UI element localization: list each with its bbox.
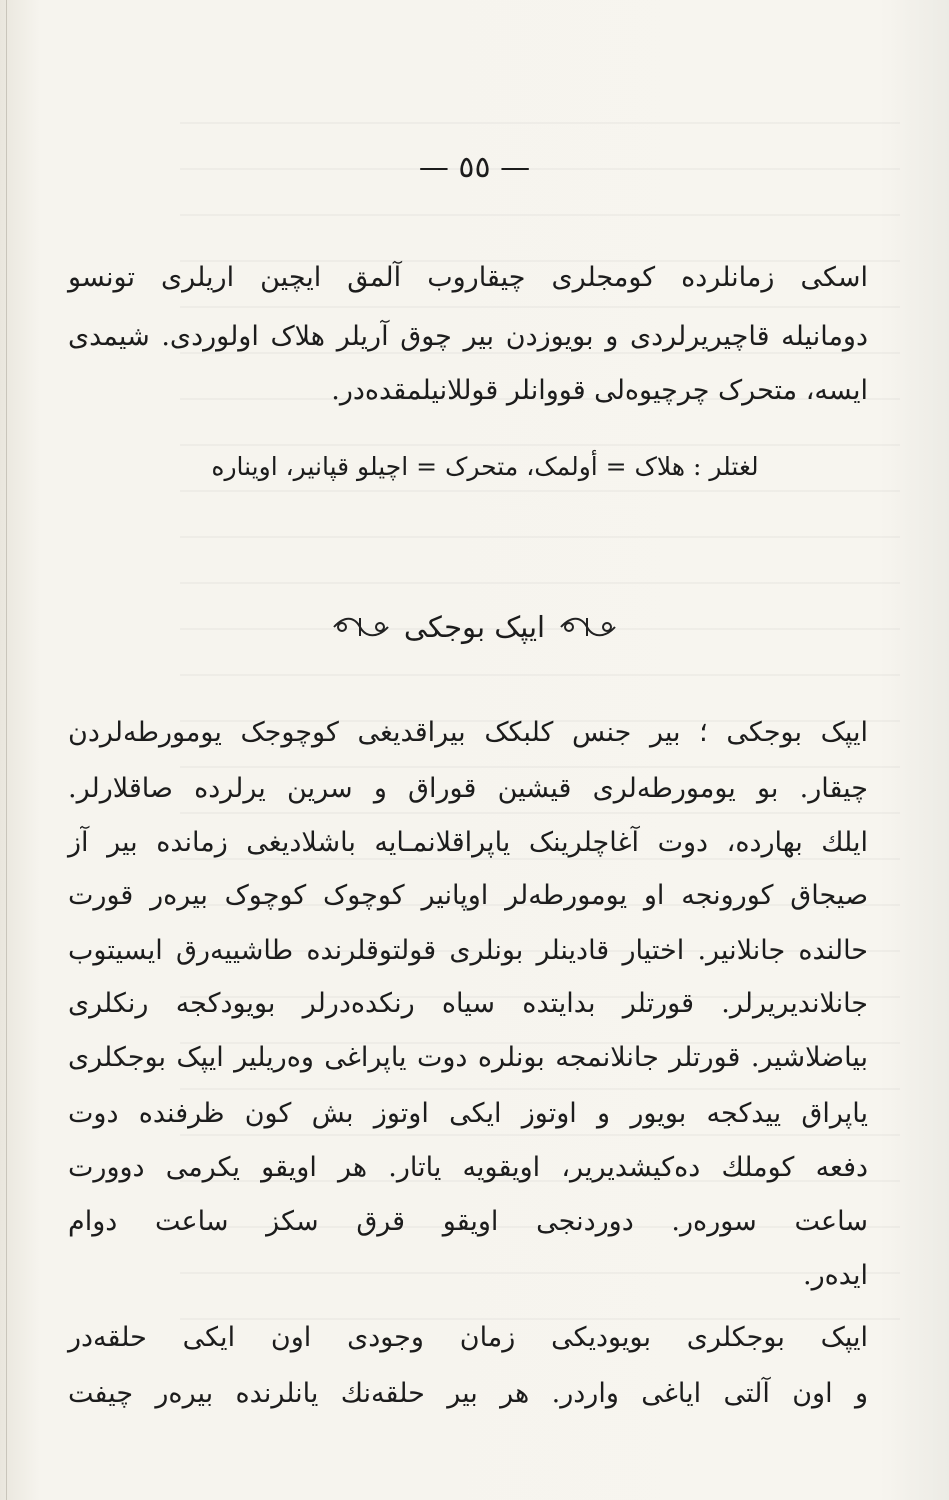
paragraph-line: ایپک بوجکلری بویودیکی زمان وجودی اون ایکی حلقه‌در — [68, 1322, 868, 1353]
paragraph-line: ساعت سوره‌ر. دوردنجی اویقو قرق سکز ساعت دوام — [68, 1206, 868, 1237]
paragraph-line: چیقار. بو یومورطه‌لری قیشین قوراق و سرین یرلرده صاقلارلر. — [68, 773, 868, 804]
paragraph-line: ایلك بهارده، دوت آغاچلرینک یاپراقلانمـایه باشلادیغی زمانده بیر آز — [68, 827, 868, 858]
paragraph-line: دفعه کوملك ده‌کیشدیریر، اویقویه یاتار. هر اویقو یکرمی دوورت — [68, 1152, 868, 1183]
section-title: ایپک بوجکی — [403, 610, 546, 644]
paragraph-line: حالنده جانلانیر. اختیار قادینلر بونلری قولتوقلرنده طاشییه‌رق ایسیتوب — [68, 935, 868, 966]
paragraph-line: ایده‌ر. — [803, 1260, 868, 1291]
paragraph-line: دومانیله قاچیریرلردی و بویوزدن بیر چوق آریلر هلاک اولوردی. شیمدی — [68, 321, 868, 352]
paragraph-line: و اون آلتی ایاغی واردر. هر بیر حلقه‌نك یانلرنده بیره‌ر چیفت — [68, 1378, 868, 1409]
section-heading — [0, 610, 949, 644]
paragraph-line: بیاضلاشیر. قورتلر جانلانمجه بونلره دوت یاپراغی وه‌ریلیر ایپک بوجکلری — [68, 1042, 868, 1073]
page-edge — [6, 0, 7, 1500]
paragraph-line: اسکی زمانلرده کومجلری چیقاروب آلمق ایچین اریلری تونسو — [68, 262, 868, 293]
paragraph-line: جانلاندیریرلر. قورتلر بدایتده سیاه رنکده‌درلر بویودکجه رنکلری — [68, 988, 868, 1019]
paragraph-line: ایسه‌، متحرک چرچیوه‌لی قووانلر قوللانیلمقده‌در. — [331, 375, 868, 406]
paragraph-line: ایپک بوجکی ؛ بیر جنس کلبکک بیراقدیغی کوچوجک یومورطه‌لردن — [68, 717, 868, 748]
glossary-note: لغتلر : هلاک = أولمک، متحرک = اچیلو قپانیر، اویناره — [211, 452, 759, 481]
paragraph-line: یاپراق ییدکجه بویور و اوتوز ایکی اوتوز بش کون ظرفنده دوت — [68, 1098, 868, 1129]
paragraph-line: صیجاق کورونجه او یومورطه‌لر اوپانیر کوچوک کوچوک بیره‌ر قورت — [68, 880, 868, 911]
flourish-ornament-left — [332, 612, 390, 642]
page-number: — ٥٥ — — [418, 150, 531, 185]
flourish-ornament-right — [559, 612, 617, 642]
